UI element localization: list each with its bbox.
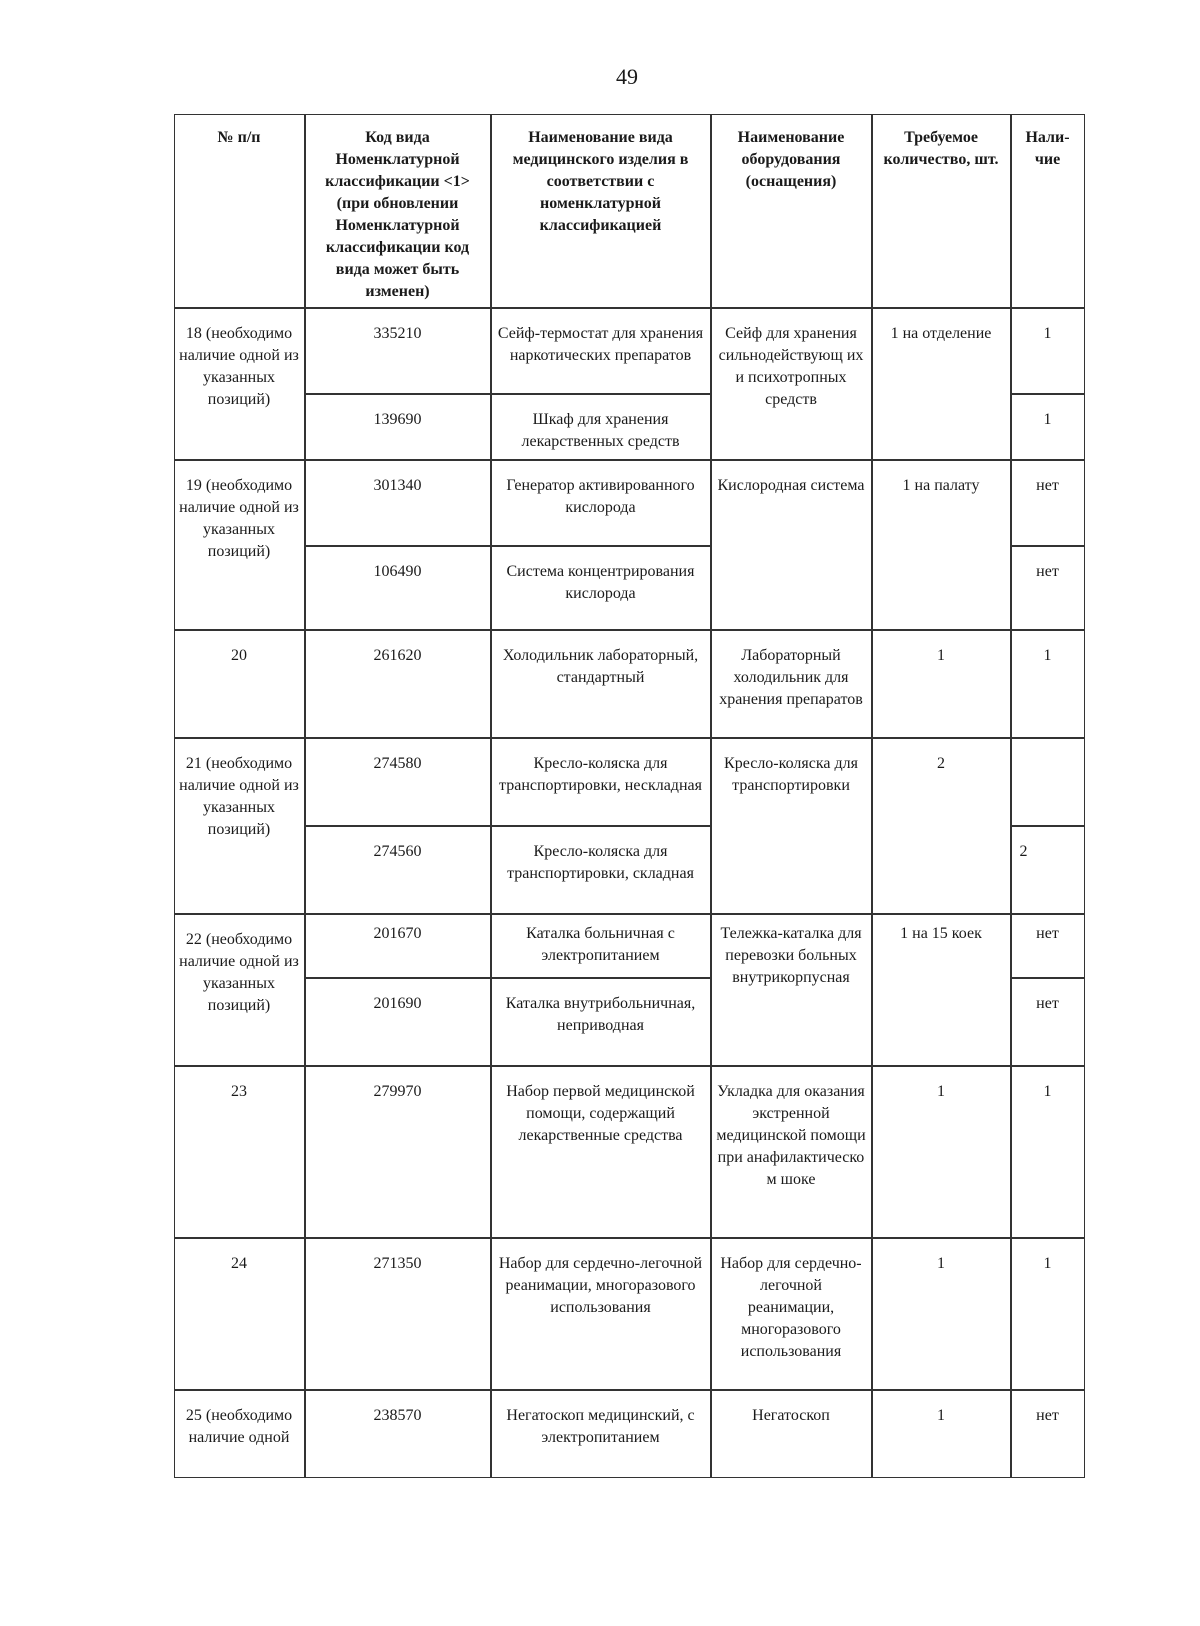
equipment-table [174,114,1085,1520]
row-24-availability: 1 [1011,1238,1085,1390]
row-22b-code: 201690 [305,978,491,1066]
row-20-availability: 1 [1011,630,1085,738]
row-22a-device-name: Каталка больничная с электропитанием [491,914,711,978]
row-18b-device-name: Шкаф для хранения лекарственных средств [491,394,711,460]
row-18b-availability: 1 [1011,394,1085,460]
row-18b-code: 139690 [305,394,491,460]
row-19-quantity: 1 на палату [872,460,1011,630]
header-code: Код вида Номенклатурной классификации <1> (при обновлении Номенклатурной классификации код вида может быть изменен) [305,114,491,308]
row-24-code: 271350 [305,1238,491,1390]
row-20-equipment: Лабораторный холодильник для хранения препаратов [711,630,872,738]
row-23-quantity: 1 [872,1066,1011,1238]
row-25-code: 238570 [305,1390,491,1478]
row-21b-device-name: Кресло-коляска для транспортировки, складная [491,826,711,914]
row-21b-code: 274560 [305,826,491,914]
row-22b-device-name: Каталка внутрибольничная, неприводная [491,978,711,1066]
row-20-number: 20 [174,630,305,738]
row-22-equipment: Тележка-каталка для перевозки больных внутрикорпусная [711,914,872,1066]
row-20-quantity: 1 [872,630,1011,738]
row-24-quantity: 1 [872,1238,1011,1390]
row-19a-device-name: Генератор активированного кислорода [491,460,711,546]
row-21-number: 21 (необходимо наличие одной из указанных позиций) [174,738,305,914]
row-19b-device-name: Система концентрирования кислорода [491,546,711,630]
header-number: № п/п [174,114,305,308]
row-18-number: 18 (необходимо наличие одной из указанных позиций) [174,308,305,460]
row-25-quantity: 1 [872,1390,1011,1478]
row-21a-code: 274580 [305,738,491,826]
row-18-quantity: 1 на отделение [872,308,1011,460]
row-24-number: 24 [174,1238,305,1390]
row-19-equipment: Кислородная система [711,460,872,630]
row-22b-availability: нет [1011,978,1085,1066]
header-device-name: Наименование вида медицинского изделия в соответствии с номенклатурной классификацией [491,114,711,308]
row-18a-code: 335210 [305,308,491,394]
header-equipment: Наименование оборудования (оснащения) [711,114,872,308]
row-21a-availability [1011,738,1085,826]
row-23-device-name: Набор первой медицинской помощи, содержащий лекарственные средства [491,1066,711,1238]
row-19-number: 19 (необходимо наличие одной из указанных позиций) [174,460,305,630]
row-21-quantity: 2 [872,738,1011,914]
page-number: 49 [616,64,638,89]
row-19b-availability: нет [1011,546,1085,630]
row-21-equipment: Кресло-коляска для транспортировки [711,738,872,914]
row-20-code: 261620 [305,630,491,738]
row-22a-code: 201670 [305,914,491,978]
row-18a-device-name: Сейф-термостат для хранения наркотических препаратов [491,308,711,394]
row-24-device-name: Набор для сердечно-легочной реанимации, многоразового использования [491,1238,711,1390]
row-19a-availability: нет [1011,460,1085,546]
row-24-equipment: Набор для сердечно-легочной реанимации, многоразового использования [711,1238,872,1390]
row-22-quantity: 1 на 15 коек [872,914,1011,1066]
row-22a-availability: нет [1011,914,1085,978]
header-availability: Нали-чие [1011,114,1085,308]
row-25-device-name: Негатоскоп медицинский, с электропитанием [491,1390,711,1478]
row-22-number: 22 (необходимо наличие одной из указанных позиций) [174,914,305,1066]
row-21a-device-name: Кресло-коляска для транспортировки, нескладная [491,738,711,826]
row-21b-availability: 2 [1011,826,1085,914]
header-quantity: Требуемое количество, шт. [872,114,1011,308]
row-23-number: 23 [174,1066,305,1238]
row-23-equipment: Укладка для оказания экстренной медицинской помощи при анафилактическо м шоке [711,1066,872,1238]
row-20-device-name: Холодильник лабораторный, стандартный [491,630,711,738]
row-23-availability: 1 [1011,1066,1085,1238]
row-18-equipment: Сейф для хранения сильнодействующ их и психотропных средств [711,308,872,460]
row-19b-code: 106490 [305,546,491,630]
row-25-equipment: Негатоскоп [711,1390,872,1478]
row-18a-availability: 1 [1011,308,1085,394]
row-23-code: 279970 [305,1066,491,1238]
row-19a-code: 301340 [305,460,491,546]
row-25-number: 25 (необходимо наличие одной [174,1390,305,1478]
row-25-availability: нет [1011,1390,1085,1478]
